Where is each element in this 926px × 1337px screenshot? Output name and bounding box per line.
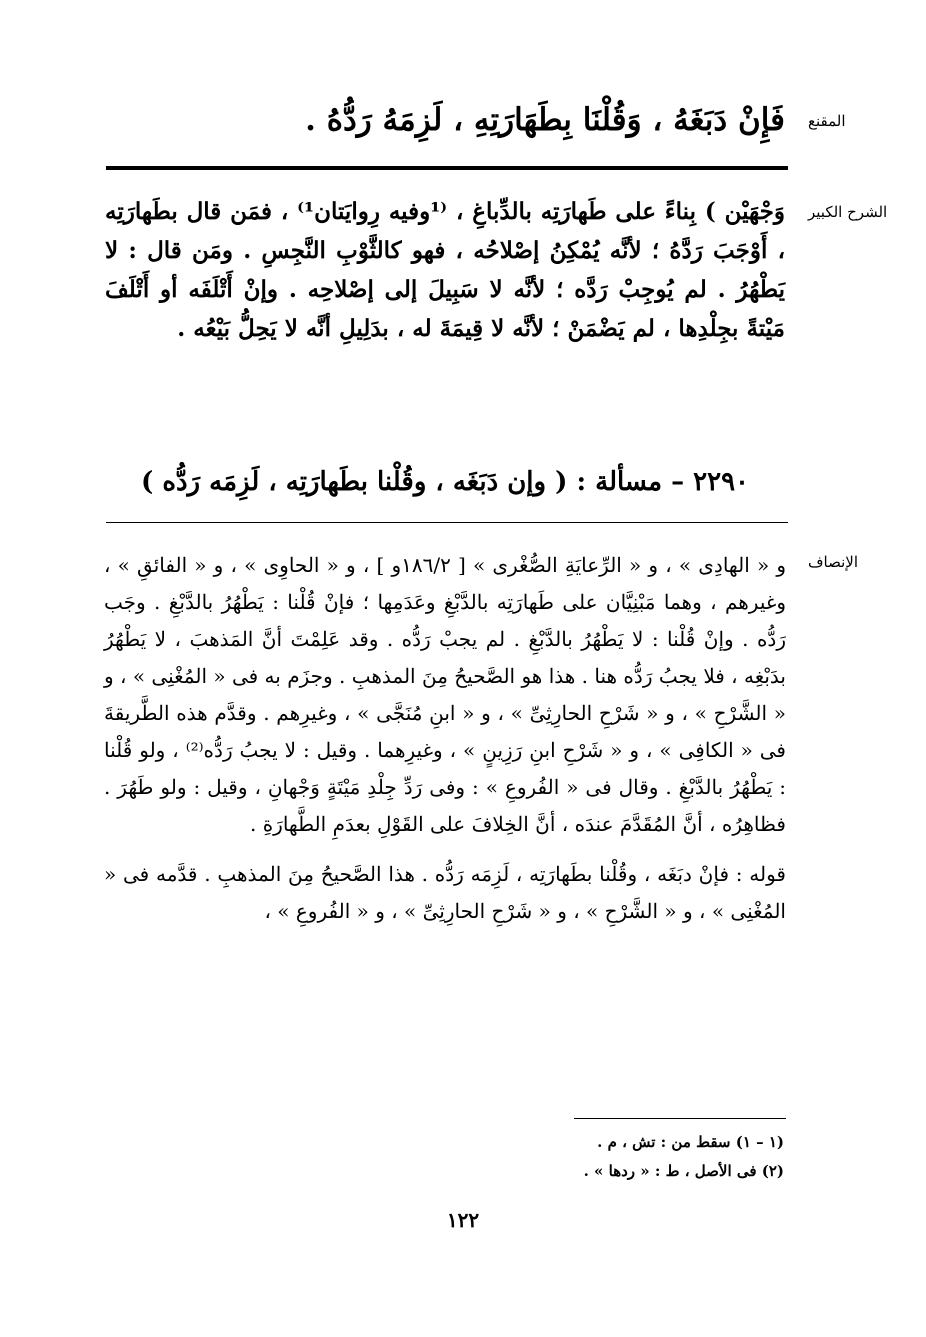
insaf-label: الإنصاف [808,553,859,571]
footnote-1: (١ – ١) سقط من : تش ، م . [597,1133,784,1151]
muqni-text: فَإِنْ دَبَغَهُ ، وَقُلْنَا بِطَهَارَتِهِ ، لَزِمَهُ رَدُّهُ . [305,102,785,138]
footnotes [384,1128,784,1186]
insaf-paragraph: و « الهادِى » ، و « الرِّعايَةِ الصُّغْرى » [ ١٨٦/٢و ] ، و « الحاوِى » ، و « الفائقِ » ، وغيرهم ، وهما مَبْنِيَّان على طَهارَتِه بالدَّبْغِ وعَدَمِها ؛ فإنْ قُلْنا : يَطْهُرُ بالدَّبْغِ . وجَب رَدُّه . وإنْ قُلْنا : لا يَطْهُرُ بالدَّبْغِ . لم يجبْ رَدُّه . وقد عَلِمْتَ أنَّ المَذهبَ ، لا يَطْهُرُ بدَبْغِه ، فلا يجبُ رَدُّه هنا . هذا هو الصَّحيحُ مِنَ المذهبِ . وجزَم به فى « المُغْنِى » ، و « الشَّرْحِ » ، و « شَرْحِ الحارِثِىِّ » ، و « ابنِ مُنَجَّى » ، وغيرِهم . وقدَّم هذه الطَّريقةَ فى « الكافِى » ، و « شَرْحِ ابنِ رَزِينٍ » ، وغيرِهما . وقيل : لا يجبُ رَدُّه⁽²⁾ ، ولو قُلْنا : يَطْهُرُ بالدَّبْغِ . وقال فى « الفُروعِ » : وفى رَدِّ جِلْدِ مَيْتَةٍ وَجْهانِ ، وقيل : ولو طَهُرَ . فظاهِرُه ، أنَّ المُقَدَّمَ عندَه ، أنَّ الخِلافَ على القَوْلِ بعدَمِ الطَّهارَةِ . [104,553,787,836]
footnote-rule [574,1118,786,1119]
masala-heading: ٢٢٩٠ – مسألة : ( وإن دَبَغَه ، وقُلْنا بطَهارَتِه ، لَزِمَه رَدُّه ) [140,467,750,497]
insaf-text [104,547,786,930]
insaf-paragraph: قوله : فإنْ دبَغَه ، وقُلْنا بطَهارَتِه ، لَزِمَه رَدُّه . هذا الصَّحيحُ مِنَ المذهبِ . قدَّمه فى « المُغْنِى » ، و « الشَّرْحِ » ، و « شَرْحِ الحارِثِىِّ » ، و « الفُروعِ » ، [104,862,786,923]
sharh-kabir-text: وَجْهَيْن ) بِناءً على طَهارَتِه بالدِّباغِ ، ⁽¹وفيه رِوايَتان¹⁾ ، فمَن قال بطَهارَتِه ، أَوْجَبَ رَدَّهُ ؛ لأنَّه يُمْكِنُ إصْلاحُه ، فهو كالثَّوْبِ النَّجِسِ . ومَن قال : لا يَطْهُرُ . لم يُوجِبْ رَدَّه ؛ لأنَّه لا سَبِيلَ إلى إصْلاحِه . وإنْ أَتْلَفَه أو أَتْلَفَ مَيْتةً بجِلْدِها ، لم يَضْمَنْ ؛ لأنَّه لا قِيمَةَ له ، بدَلِيلِ أنَّه لا يَحِلُّ بَيْعُه . [105,198,785,342]
sharh-kabir-label: الشرح الكبير [808,203,888,221]
muqni-label: المقنع [808,112,846,130]
section-divider-thin [106,522,788,523]
section-divider-thick [106,166,788,170]
page-number: ١٢٢ [446,1208,480,1232]
footnote-2: (٢) فى الأصل ، ط : « ردها » . [583,1162,784,1180]
